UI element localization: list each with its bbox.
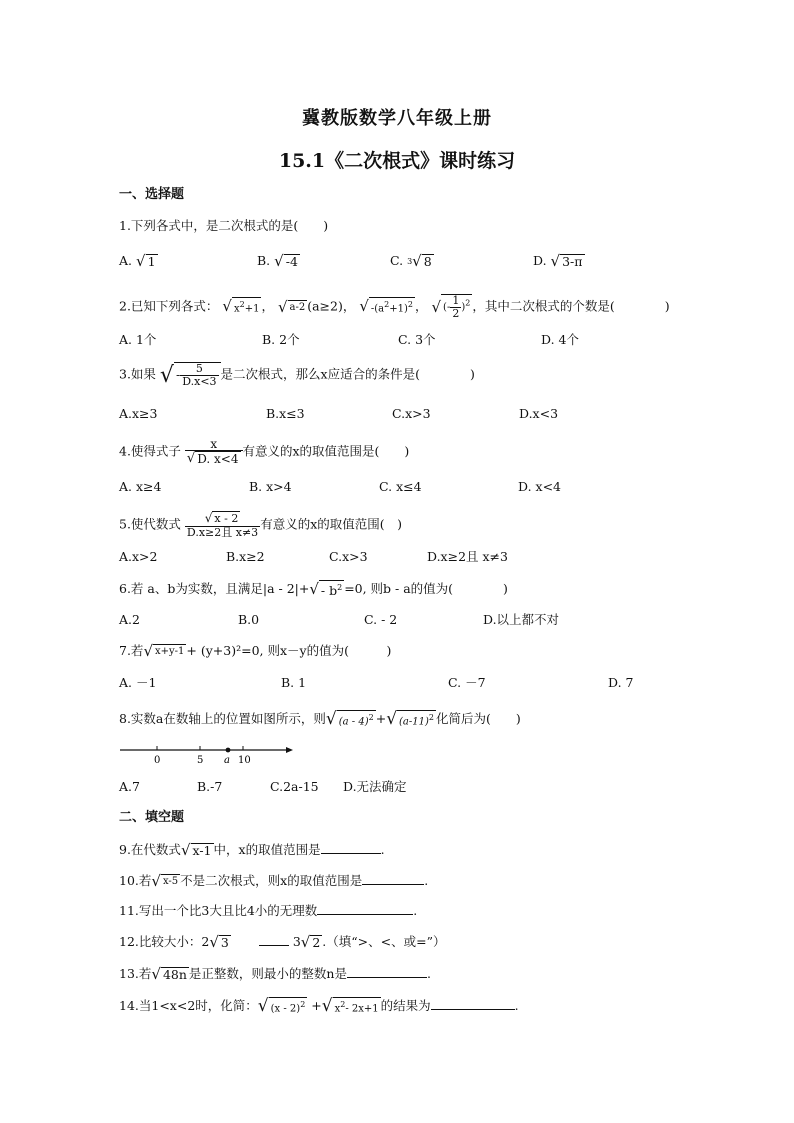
question-4-option-a: A. x≥4 xyxy=(119,479,162,494)
question-3-stem: 3.如果 √ - $\frac{5}{D.x<3}$ 是二次根式，那么x应适合的条件是( ) xyxy=(119,362,475,388)
question-2-option-b: B. 2个 xyxy=(262,332,300,347)
point-label-a: a xyxy=(224,755,230,766)
question-6-option-d: D.以上都不对 xyxy=(483,612,560,627)
question-5-stem: 5.使代数式 √ x - 2 D.x≥2且 x≠3 有意义的x的取值范围( ) xyxy=(119,511,402,539)
question-14: 14.当1<x<2时，化简： √ (x - 2)$^2$ + √ $x^2-$ 2x+1 的结果为 . xyxy=(119,996,519,1017)
tick-label-5: 5 xyxy=(197,755,204,766)
question-7-option-a: A. －1 xyxy=(119,675,157,690)
question-4-option-b: B. x>4 xyxy=(249,479,292,494)
question-6-option-b: B.0 xyxy=(238,612,260,627)
question-3-option-d: D.x<3 xyxy=(519,406,559,421)
question-3-option-b: B.x≤3 xyxy=(266,406,305,421)
question-12: 12.比较大小：2 √ 3 3 √ 2 .（填“>、<、或=”） xyxy=(119,933,446,951)
question-8-option-c: C.2a-15 xyxy=(270,779,319,794)
answer-blank-11[interactable] xyxy=(317,902,413,915)
tick-label-10: 10 xyxy=(238,755,251,766)
question-3-option-c: C.x>3 xyxy=(392,406,431,421)
arrow-right-icon xyxy=(286,747,293,753)
question-7-option-c: C. －7 xyxy=(448,675,486,690)
question-2-stem: 2.已知下列各式： √ $x^2+1$ ， √ a-2 (a≥2)， √ $-(a^2+1)^2$ ， √ (- $\frac{1}{2}$ )$^2$ ，其中二次根式的个数是( ) xyxy=(119,294,670,320)
question-8-option-b: B.-7 xyxy=(197,779,223,794)
page-subtitle: 15.1《二次根式》课时练习 xyxy=(278,150,516,172)
question-2-option-d: D. 4个 xyxy=(541,332,579,347)
section-fill-heading: 二、填空题 xyxy=(119,810,185,825)
question-2-option-a: A. 1个 xyxy=(119,332,157,347)
question-2-option-c: C. 3个 xyxy=(398,332,436,347)
question-1-stem: 1.下列各式中，是二次根式的是( ) xyxy=(119,218,329,233)
question-4-option-c: C. x≤4 xyxy=(379,479,422,494)
question-7-option-d: D. 7 xyxy=(608,675,634,690)
question-6-stem: 6.若 a、b为实数，且满足|a - 2|+ √ - $b^2$ =0, 则b - a的值为( ) xyxy=(119,580,508,599)
question-1-option-a: A. √ 1 xyxy=(119,252,156,270)
question-11: 11.写出一个比3大且比4小的无理数 . xyxy=(119,903,418,918)
answer-blank-13[interactable] xyxy=(347,965,427,978)
section-choice-heading: 一、选择题 xyxy=(119,187,185,202)
question-5-option-d: D.x≥2且 x≠3 xyxy=(427,549,508,564)
question-7-stem: 7.若 √ x+y-1 + (y+3)²=0, 则x－y的值为( ) xyxy=(119,642,392,660)
question-5-option-b: B.x≥2 xyxy=(226,549,265,564)
question-9: 9.在代数式 √ x-1 中，x的取值范围是 . xyxy=(119,841,385,859)
question-4-option-d: D. x<4 xyxy=(518,479,561,494)
question-7-option-b: B. 1 xyxy=(281,675,307,690)
point-a-marker xyxy=(226,748,231,753)
question-1-option-d: D. √ 3-π xyxy=(533,252,583,270)
question-5-option-c: C.x>3 xyxy=(329,549,368,564)
answer-blank-12[interactable] xyxy=(259,933,289,946)
question-8-stem: 8.实数a在数轴上的位置如图所示，则 √ (a - 4)$^2$ + √ $(a-11)^2$ 化简后为( ) xyxy=(119,709,521,730)
question-5-option-a: A.x>2 xyxy=(119,549,158,564)
answer-blank-10[interactable] xyxy=(362,872,424,885)
question-10: 10.若 √ x-5 不是二次根式，则x的取值范围是 . xyxy=(119,872,429,890)
number-line-figure xyxy=(117,741,297,767)
question-1-option-c: C. 3 √ 8 xyxy=(390,252,432,270)
page-title: 冀教版数学八年级上册 xyxy=(302,108,492,129)
question-8-option-a: A.7 xyxy=(119,779,140,794)
question-3-option-a: A.x≥3 xyxy=(119,406,158,421)
answer-blank-9[interactable] xyxy=(321,841,381,854)
question-13: 13.若 √ 48n 是正整数，则最小的整数n是 . xyxy=(119,965,431,983)
question-6-option-c: C. - 2 xyxy=(364,612,398,627)
question-4-stem: 4.使得式子 x √ D. x<4 有意义的x的取值范围是( ) xyxy=(119,437,410,466)
question-8-option-d: D.无法确定 xyxy=(343,779,407,794)
tick-label-0: 0 xyxy=(154,755,161,766)
question-6-option-a: A.2 xyxy=(119,612,140,627)
question-1-option-b: B. √ -4 xyxy=(257,252,298,270)
answer-blank-14[interactable] xyxy=(431,997,515,1010)
